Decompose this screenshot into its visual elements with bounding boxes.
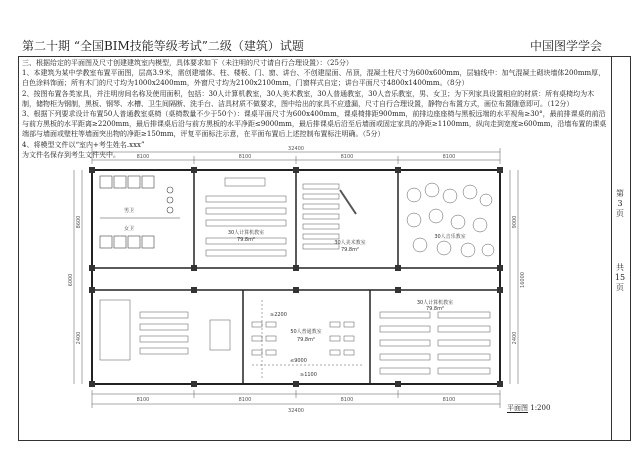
room-label: 30人计算机教室 [416,300,454,306]
page-label: 第 [616,189,624,198]
room-label: 30人计算机教室 [227,230,265,236]
dim-label: 8100 [238,397,252,403]
music-room-furniture [407,183,494,257]
dim-label: 9000 [512,215,518,229]
dim-label: 8100 [136,154,150,160]
bottom-dimension-lines [92,390,500,408]
room-area: 79.8m² [340,247,360,253]
bottom-left-room-furniture [100,300,230,360]
constraint-note: ≤9000 [290,358,307,364]
dim-label: 2400 [512,331,518,345]
dim-label: 8100 [238,154,252,160]
dim-label: 8600 [76,215,82,229]
computer-lab-2-furniture [380,312,490,374]
total-dimension-top: 32400 [288,146,304,152]
total-unit: 页 [616,283,624,292]
dim-label: 8100 [340,397,354,403]
question-line: 2、按图布置各类家具，并注明房间名称及使用面积，包括：30人计算机教室，30人美术教室，30人普通教室，30人音乐教室，男、女卫；为下列家具设置相应的材质：所有桌椅均为木制，储物柜为钢制，黑板、钢琴、水槽、卫生间隔断、洗手台、洁具材质不做要求，图中给出的家具不应遗漏，尺寸自行合理设置，静物台布置方式，画位布置随意即可。（12分） [22,89,595,108]
constraint-note: ≥2200 [270,312,287,318]
dim-label: 2400 [76,331,82,345]
question-line: 3、根据下列要求设计布置50人普通教室桌椅（桌椅数量不少于50个）：课桌平面尺寸为600x400mm，课桌椅排距900mm，前排边座座椅与黑板远端的水平视角≥30°，最前排课桌的前沿与前方黑板的水平距离≥2200mm，最后排课桌后沿与前方黑板的水平净距≤9000mm，最后排课桌后沿至后墙面或固定家具的净距≥1100mm，纵向走到宽度≥600mm，沿墙布置的课桌端部与墙面或壁柱等墙面突出物的净距≥150mm，评复平面标注示意，在平面布置后上述控制布置标注明确。（5分） [22,110,607,139]
question-line: 1、本建筑为某中学教室布置平面图，层高3.9米，需创建墙体、柱、楼板、门、窗、讲台、不创建屋面、吊顶，混凝土柱尺寸为600x600mm，层轴线中：加气混凝土砌块墙体200mm厚，白色涂料饰面；所有木门的尺寸均为1000x2400mm，外窗尺寸均为2100x2100mm，门窗样式自定；讲台平面尺寸4800x1400mm。（8分） [22,69,606,88]
dim-label: 8100 [442,397,456,403]
scale-label [507,403,550,413]
page-number: 3 [617,199,623,208]
exam-title: 第二十期 “全国BIM技能等级考试”二级（建筑）试题 [22,39,304,53]
question-line: 4、将模型文件以“室内+考生姓名.xxx” [22,140,145,149]
dim-label: 8100 [136,397,150,403]
question-line: 三、根据给定的平面图及尺寸创建建筑室内模型，具体要求如下（未注明的尺寸请自行合理设置）：（25分） [22,59,353,67]
room-label: 30人美术教室 [334,240,366,246]
room-label: 50人普通教室 [290,329,322,335]
dim-label: 8100 [442,154,456,160]
dim-label: 16000 [520,272,526,288]
page-unit: 页 [616,209,624,218]
total-label: 共 [616,263,624,272]
dim-label: 8100 [340,154,354,160]
constraint-note: ≥1100 [300,372,317,378]
room-label: 女卫 [124,226,135,232]
organization-name: 中国图学学会 [529,39,602,53]
room-area: 79.8m² [425,306,445,312]
question-line: 为文件名保存到考生文件夹中。 [22,150,120,159]
room-area: 79.8m² [296,337,316,343]
room-label: 30人音乐教室 [434,234,466,240]
total-dimension-bottom: 32400 [288,408,304,414]
dim-label: 6000 [68,273,74,287]
restroom-stalls [100,176,180,248]
scale-value: 1:200 [530,404,551,412]
total-number: 15 [614,273,626,282]
room-label: 男卫 [124,208,135,214]
room-area: 79.8m² [236,237,256,243]
computer-lab-furniture [206,178,286,256]
building-walls [92,170,500,384]
scale-title: 平面图 [507,404,528,412]
